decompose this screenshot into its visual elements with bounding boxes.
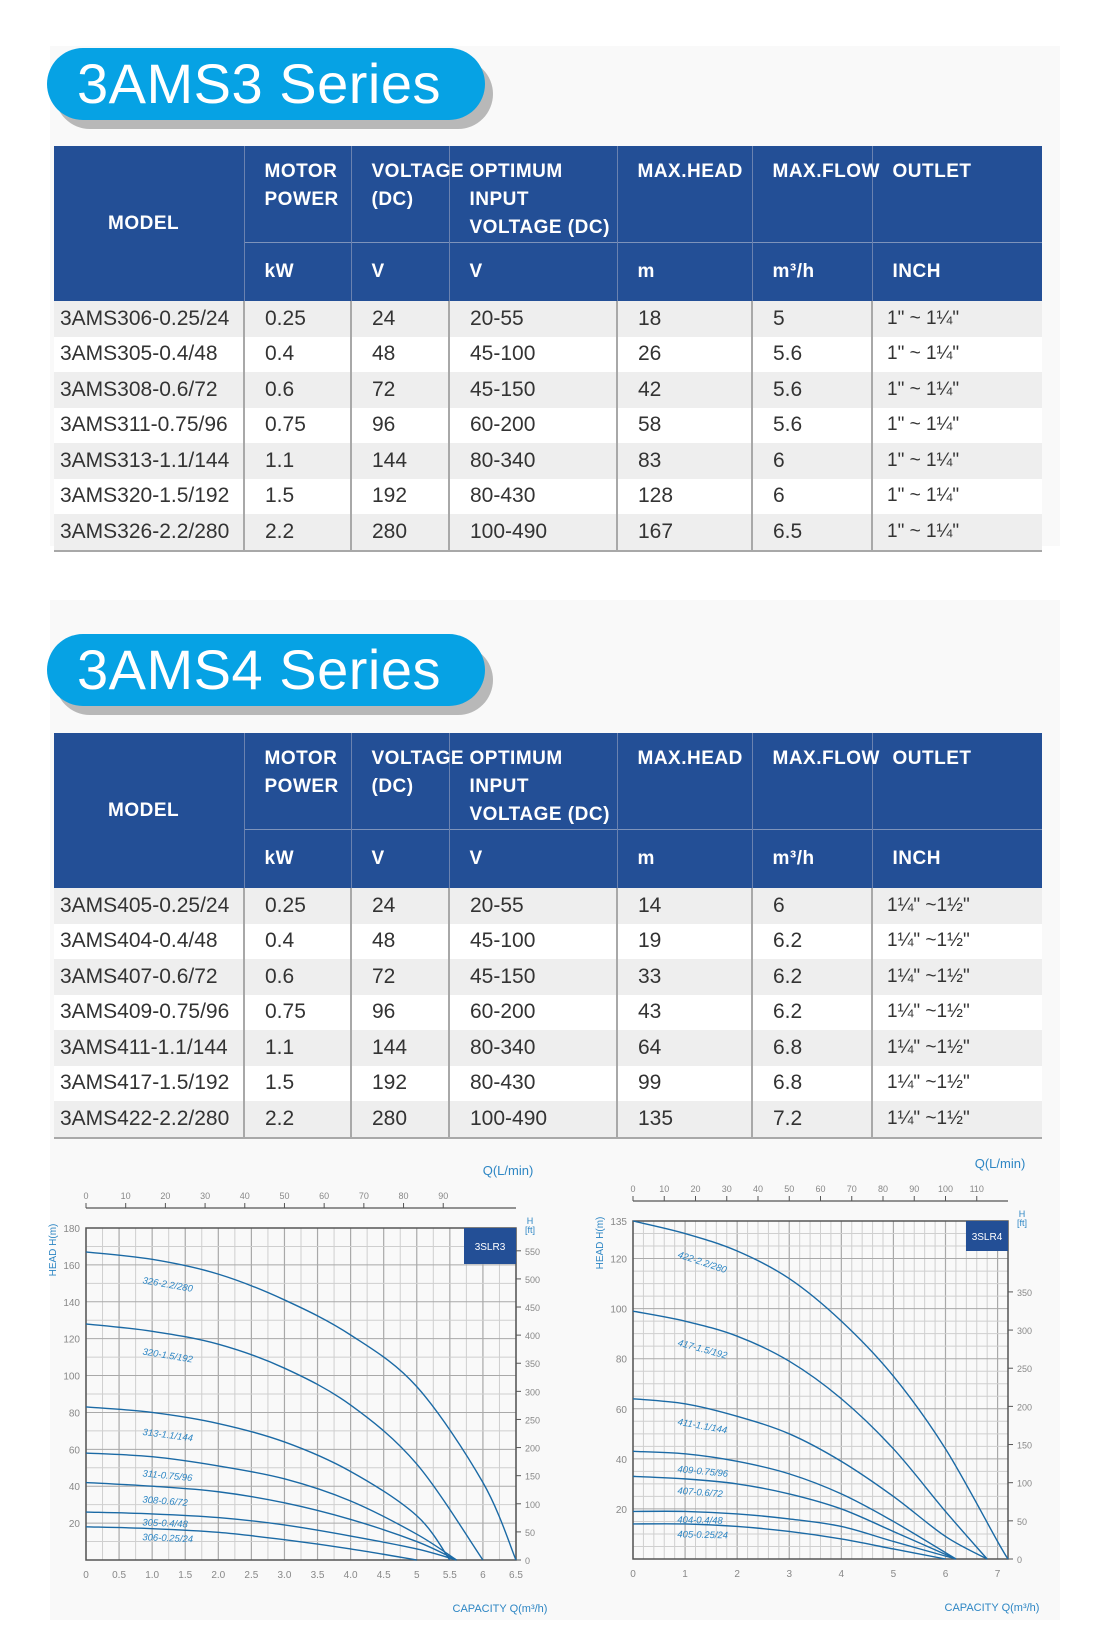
cell-optimum-input: 80-340: [449, 443, 617, 479]
x-axis-label: CAPACITY Q(m³/h): [452, 1603, 548, 1615]
spec-table-body: [54, 301, 1042, 551]
x-tick-label: 1.0: [145, 1570, 160, 1581]
cell-motor-power: 0.25: [244, 301, 351, 337]
cell-voltage: 280: [351, 1101, 449, 1138]
column-header-max-flow: MAX.FLOW: [752, 146, 872, 243]
cell-max-flow: 6.2: [752, 959, 872, 995]
series-title-3ams3: 3AMS3 Series: [47, 48, 485, 120]
x-tick-label: 5: [413, 1570, 420, 1581]
cell-max-head: 26: [617, 337, 752, 373]
cell-max-head: 18: [617, 301, 752, 337]
cell-max-flow: 5.6: [752, 337, 872, 373]
cell-motor-power: 2.2: [244, 514, 351, 551]
x2-tick-label: 20: [160, 1191, 171, 1201]
y2-tick-label: 400: [525, 1331, 541, 1342]
column-header-outlet: OUTLET: [872, 733, 1042, 830]
column-header-motor-power: MOTOR POWER: [244, 733, 351, 830]
table-row: [54, 1066, 1042, 1102]
cell-max-flow: 6: [752, 888, 872, 924]
cell-optimum-input: 20-55: [449, 301, 617, 337]
cell-max-flow: 5.6: [752, 372, 872, 408]
table-row: [54, 408, 1042, 444]
unit-v: V: [351, 243, 449, 302]
y2-tick-label: 350: [1017, 1287, 1033, 1298]
cell-motor-power: 0.25: [244, 888, 351, 924]
y2-tick-label: 150: [1017, 1440, 1033, 1451]
x2-tick-label: 10: [120, 1191, 131, 1201]
cell-max-flow: 6.2: [752, 924, 872, 960]
x2-tick-label: 40: [239, 1191, 250, 1201]
x2-tick-label: 30: [721, 1184, 732, 1194]
x-tick-label: 3.5: [310, 1570, 325, 1581]
y-tick-label: 80: [615, 1354, 627, 1366]
curve-label: 326-2.2/280: [141, 1275, 194, 1295]
spec-table-body: [54, 888, 1042, 1138]
column-header-max-head: MAX.HEAD: [617, 146, 752, 243]
cell-max-flow: 6: [752, 479, 872, 515]
cell-outlet: 1¼" ~1½": [872, 995, 1042, 1031]
cell-outlet: 1" ~ 1¼": [872, 372, 1042, 408]
x-tick-label: 6: [480, 1570, 486, 1581]
cell-voltage: 24: [351, 888, 449, 924]
column-header-model: MODEL: [54, 146, 244, 301]
cell-optimum-input: 100-490: [449, 514, 617, 551]
y2-tick-label: 200: [525, 1443, 541, 1454]
y-tick-label: 140: [63, 1297, 80, 1309]
cell-optimum-input: 45-150: [449, 959, 617, 995]
curve-label: 404-0.4/48: [677, 1514, 723, 1527]
cell-voltage: 144: [351, 443, 449, 479]
y2-tick-label: 50: [1017, 1516, 1028, 1527]
cell-voltage: 48: [351, 337, 449, 373]
cell-outlet: 1" ~ 1¼": [872, 408, 1042, 444]
column-header-model: MODEL: [54, 733, 244, 888]
y-tick-label: 180: [63, 1224, 80, 1235]
cell-motor-power: 0.4: [244, 337, 351, 373]
cell-voltage: 144: [351, 1030, 449, 1066]
cell-max-flow: 6.2: [752, 995, 872, 1031]
cell-model: 3AMS407-0.6/72: [54, 959, 244, 995]
cell-optimum-input: 60-200: [449, 408, 617, 444]
y2-tick-label: 50: [525, 1527, 536, 1538]
cell-motor-power: 2.2: [244, 1101, 351, 1138]
cell-model: 3AMS308-0.6/72: [54, 372, 244, 408]
column-header-outlet: OUTLET: [872, 146, 1042, 243]
cell-max-flow: 6.8: [752, 1030, 872, 1066]
table-row: [54, 443, 1042, 479]
cell-model: 3AMS313-1.1/144: [54, 443, 244, 479]
cell-voltage: 280: [351, 514, 449, 551]
curve-label: 422-2.2/280: [676, 1249, 728, 1277]
cell-outlet: 1" ~ 1¼": [872, 514, 1042, 551]
x2-tick-label: 20: [690, 1184, 701, 1194]
y-tick-label: 20: [615, 1504, 627, 1516]
x-tick-label: 1.5: [178, 1570, 193, 1581]
curve-label: 411-1.1/144: [676, 1416, 728, 1437]
unit-m: m: [617, 830, 752, 889]
y-tick-label: 120: [63, 1334, 80, 1346]
y-axis-label: HEAD H(m): [48, 1223, 59, 1277]
y2-tick-label: 250: [525, 1415, 541, 1426]
performance-chart-3slr4: [560, 1130, 1103, 1630]
y2-axis-unit: [ft]: [1016, 1218, 1028, 1228]
column-header-max-flow: MAX.FLOW: [752, 733, 872, 830]
cell-outlet: 1¼" ~1½": [872, 1030, 1042, 1066]
cell-optimum-input: 80-430: [449, 1066, 617, 1102]
curve-label: 320-1.5/192: [141, 1346, 194, 1366]
curve-label: 409-0.75/96: [676, 1464, 729, 1480]
table-row: [54, 888, 1042, 924]
y-tick-label: 80: [68, 1408, 80, 1420]
unit-m: m: [617, 243, 752, 302]
cell-max-flow: 6.5: [752, 514, 872, 551]
curve-label: 407-0.6/72: [677, 1485, 724, 1501]
curve-label: 313-1.1/144: [141, 1426, 194, 1445]
unit-kw: kW: [244, 243, 351, 302]
chart-grid: [633, 1221, 1008, 1559]
x-tick-label: 3: [786, 1569, 793, 1580]
x2-tick-label: 0: [83, 1191, 89, 1201]
cell-model: 3AMS305-0.4/48: [54, 337, 244, 373]
column-header-optimum-input: OPTIMUM INPUT VOLTAGE (DC): [449, 733, 617, 830]
cell-outlet: 1¼" ~1½": [872, 1101, 1042, 1138]
y2-tick-label: 200: [1017, 1402, 1033, 1413]
x2-tick-label: 80: [398, 1191, 409, 1201]
x2-axis-label: Q(L/min): [974, 1156, 1026, 1171]
cell-max-flow: 5: [752, 301, 872, 337]
cell-optimum-input: 45-150: [449, 372, 617, 408]
y-tick-label: 160: [63, 1260, 80, 1272]
x-tick-label: 0.5: [112, 1570, 127, 1581]
cell-voltage: 48: [351, 924, 449, 960]
cell-motor-power: 0.75: [244, 995, 351, 1031]
cell-max-head: 43: [617, 995, 752, 1031]
unit-v: V: [351, 830, 449, 889]
table-row: [54, 479, 1042, 515]
x-tick-label: 4.0: [343, 1570, 358, 1581]
cell-max-head: 64: [617, 1030, 752, 1066]
y-tick-label: 60: [68, 1445, 80, 1457]
unit-inch: INCH: [872, 243, 1042, 302]
x-tick-label: 6: [942, 1569, 949, 1580]
x-tick-label: 5: [890, 1569, 897, 1580]
y2-tick-label: 300: [1017, 1326, 1033, 1337]
cell-max-flow: 7.2: [752, 1101, 872, 1138]
cell-outlet: 1¼" ~1½": [872, 924, 1042, 960]
table-row: [54, 372, 1042, 408]
y2-axis-unit: [ft]: [524, 1225, 536, 1235]
cell-optimum-input: 45-100: [449, 337, 617, 373]
y-tick-label: 100: [63, 1371, 80, 1383]
x2-tick-label: 40: [752, 1184, 764, 1194]
y2-tick-label: 250: [1017, 1364, 1033, 1375]
table-row: [54, 1030, 1042, 1066]
curve-label: 311-0.75/96: [141, 1468, 193, 1485]
cell-model: 3AMS306-0.25/24: [54, 301, 244, 337]
cell-motor-power: 0.75: [244, 408, 351, 444]
cell-model: 3AMS411-1.1/144: [54, 1030, 244, 1066]
cell-motor-power: 0.6: [244, 372, 351, 408]
cell-max-head: 135: [617, 1101, 752, 1138]
x2-tick-label: 100: [937, 1184, 954, 1194]
cell-max-flow: 6.8: [752, 1066, 872, 1102]
cell-max-flow: 5.6: [752, 408, 872, 444]
cell-max-head: 58: [617, 408, 752, 444]
unit-m3h: m³/h: [752, 243, 872, 302]
x2-axis-label: Q(L/min): [482, 1163, 534, 1178]
cell-model: 3AMS409-0.75/96: [54, 995, 244, 1031]
x2-tick-label: 70: [358, 1191, 369, 1201]
x2-tick-label: 30: [200, 1191, 211, 1201]
x-axis-label: CAPACITY Q(m³/h): [944, 1602, 1040, 1614]
table-row: [54, 337, 1042, 373]
unit-kw: kW: [244, 830, 351, 889]
column-header-max-head: MAX.HEAD: [617, 733, 752, 830]
x-tick-label: 2.0: [211, 1570, 226, 1581]
y-tick-label: 135: [610, 1217, 627, 1228]
performance-chart-3slr3: [0, 1130, 560, 1630]
curve-label: 417-1.5/192: [676, 1337, 729, 1362]
model-badge-label: 3SLR3: [474, 1242, 506, 1253]
cell-voltage: 72: [351, 959, 449, 995]
column-header-voltage: VOLTAGE (DC): [351, 146, 449, 243]
column-header-optimum-input: OPTIMUM INPUT VOLTAGE (DC): [449, 146, 617, 243]
y2-tick-label: 550: [525, 1246, 541, 1257]
cell-max-head: 33: [617, 959, 752, 995]
y-tick-label: 40: [68, 1482, 80, 1494]
cell-outlet: 1" ~ 1¼": [872, 337, 1042, 373]
cell-max-head: 14: [617, 888, 752, 924]
y2-tick-label: 0: [1017, 1555, 1023, 1565]
cell-outlet: 1" ~ 1¼": [872, 301, 1042, 337]
table-row: [54, 995, 1042, 1031]
column-header-voltage: VOLTAGE (DC): [351, 733, 449, 830]
curve-label: 308-0.6/72: [142, 1494, 189, 1509]
cell-motor-power: 1.5: [244, 1066, 351, 1102]
cell-model: 3AMS311-0.75/96: [54, 408, 244, 444]
y2-tick-label: 350: [525, 1359, 541, 1370]
y2-tick-label: 450: [525, 1303, 541, 1314]
cell-max-head: 83: [617, 443, 752, 479]
x2-tick-label: 110: [969, 1184, 984, 1194]
spec-table-3ams4: [54, 733, 1042, 1139]
y2-tick-label: 300: [525, 1387, 541, 1398]
x2-tick-label: 0: [630, 1184, 636, 1194]
x-tick-label: 6.5: [509, 1570, 523, 1581]
y-axis-label: HEAD H(m): [595, 1216, 606, 1270]
cell-motor-power: 0.4: [244, 924, 351, 960]
unit-m3h: m³/h: [752, 830, 872, 889]
column-header-motor-power: MOTOR POWER: [244, 146, 351, 243]
cell-optimum-input: 80-340: [449, 1030, 617, 1066]
x-tick-label: 4: [838, 1569, 845, 1580]
table-row: [54, 301, 1042, 337]
x-tick-label: 0: [83, 1570, 89, 1581]
cell-outlet: 1" ~ 1¼": [872, 479, 1042, 515]
cell-outlet: 1" ~ 1¼": [872, 443, 1042, 479]
cell-max-head: 99: [617, 1066, 752, 1102]
cell-model: 3AMS417-1.5/192: [54, 1066, 244, 1102]
cell-motor-power: 0.6: [244, 959, 351, 995]
x2-tick-label: 90: [438, 1191, 449, 1201]
cell-optimum-input: 100-490: [449, 1101, 617, 1138]
x2-tick-label: 60: [319, 1191, 330, 1201]
series-title-3ams4: 3AMS4 Series: [47, 634, 485, 706]
curve-label: 306-0.25/24: [142, 1532, 194, 1546]
cell-max-head: 128: [617, 479, 752, 515]
unit-v-optimum: V: [449, 830, 617, 889]
cell-model: 3AMS405-0.25/24: [54, 888, 244, 924]
y-tick-label: 100: [610, 1304, 627, 1316]
performance-curve: [86, 1453, 456, 1560]
cell-max-head: 42: [617, 372, 752, 408]
y2-tick-label: 150: [525, 1471, 541, 1482]
cell-optimum-input: 45-100: [449, 924, 617, 960]
cell-model: 3AMS404-0.4/48: [54, 924, 244, 960]
x2-tick-label: 10: [659, 1184, 670, 1194]
cell-model: 3AMS422-2.2/280: [54, 1101, 244, 1138]
cell-optimum-input: 60-200: [449, 995, 617, 1031]
spec-table-3ams3: [54, 146, 1042, 552]
x-tick-label: 2: [734, 1569, 740, 1580]
cell-voltage: 96: [351, 408, 449, 444]
table-row: [54, 959, 1042, 995]
x-tick-label: 3.0: [277, 1570, 292, 1581]
y2-tick-label: 500: [525, 1274, 541, 1285]
curve-label: 405-0.25/24: [677, 1529, 729, 1542]
cell-outlet: 1¼" ~1½": [872, 888, 1042, 924]
cell-voltage: 192: [351, 1066, 449, 1102]
x-tick-label: 4.5: [376, 1570, 391, 1581]
cell-voltage: 96: [351, 995, 449, 1031]
cell-max-head: 167: [617, 514, 752, 551]
cell-optimum-input: 20-55: [449, 888, 617, 924]
table-row: [54, 924, 1042, 960]
x-tick-label: 5.5: [442, 1570, 457, 1581]
y-tick-label: 40: [615, 1454, 627, 1466]
x-tick-label: 7: [994, 1569, 1001, 1580]
y-tick-label: 20: [68, 1519, 80, 1531]
y2-tick-label: 100: [525, 1499, 541, 1510]
x-tick-label: 0: [630, 1569, 636, 1580]
x2-tick-label: 80: [877, 1184, 889, 1194]
y2-axis-label: H: [1018, 1209, 1026, 1219]
cell-voltage: 72: [351, 372, 449, 408]
x-tick-label: 1: [682, 1569, 688, 1580]
unit-v-optimum: V: [449, 243, 617, 302]
y-tick-label: 60: [615, 1404, 627, 1416]
model-badge-label: 3SLR4: [971, 1232, 1003, 1243]
cell-voltage: 24: [351, 301, 449, 337]
x2-tick-label: 60: [815, 1184, 826, 1194]
cell-max-head: 19: [617, 924, 752, 960]
cell-outlet: 1¼" ~1½": [872, 959, 1042, 995]
cell-motor-power: 1.5: [244, 479, 351, 515]
x2-tick-label: 90: [909, 1184, 920, 1194]
cell-outlet: 1¼" ~1½": [872, 1066, 1042, 1102]
cell-motor-power: 1.1: [244, 1030, 351, 1066]
cell-max-flow: 6: [752, 443, 872, 479]
x-tick-label: 2.5: [244, 1570, 259, 1581]
x2-tick-label: 50: [279, 1191, 290, 1201]
cell-voltage: 192: [351, 479, 449, 515]
x2-tick-label: 70: [846, 1184, 857, 1194]
y2-tick-label: 0: [525, 1556, 531, 1566]
curve-label: 305-0.4/48: [142, 1517, 188, 1531]
y2-axis-label: H: [526, 1216, 534, 1226]
x2-tick-label: 50: [784, 1184, 795, 1194]
cell-model: 3AMS326-2.2/280: [54, 514, 244, 551]
y-tick-label: 120: [610, 1254, 627, 1266]
cell-motor-power: 1.1: [244, 443, 351, 479]
y2-tick-label: 100: [1017, 1478, 1033, 1489]
unit-inch: INCH: [872, 830, 1042, 889]
cell-optimum-input: 80-430: [449, 479, 617, 515]
table-row: [54, 514, 1042, 551]
cell-model: 3AMS320-1.5/192: [54, 479, 244, 515]
